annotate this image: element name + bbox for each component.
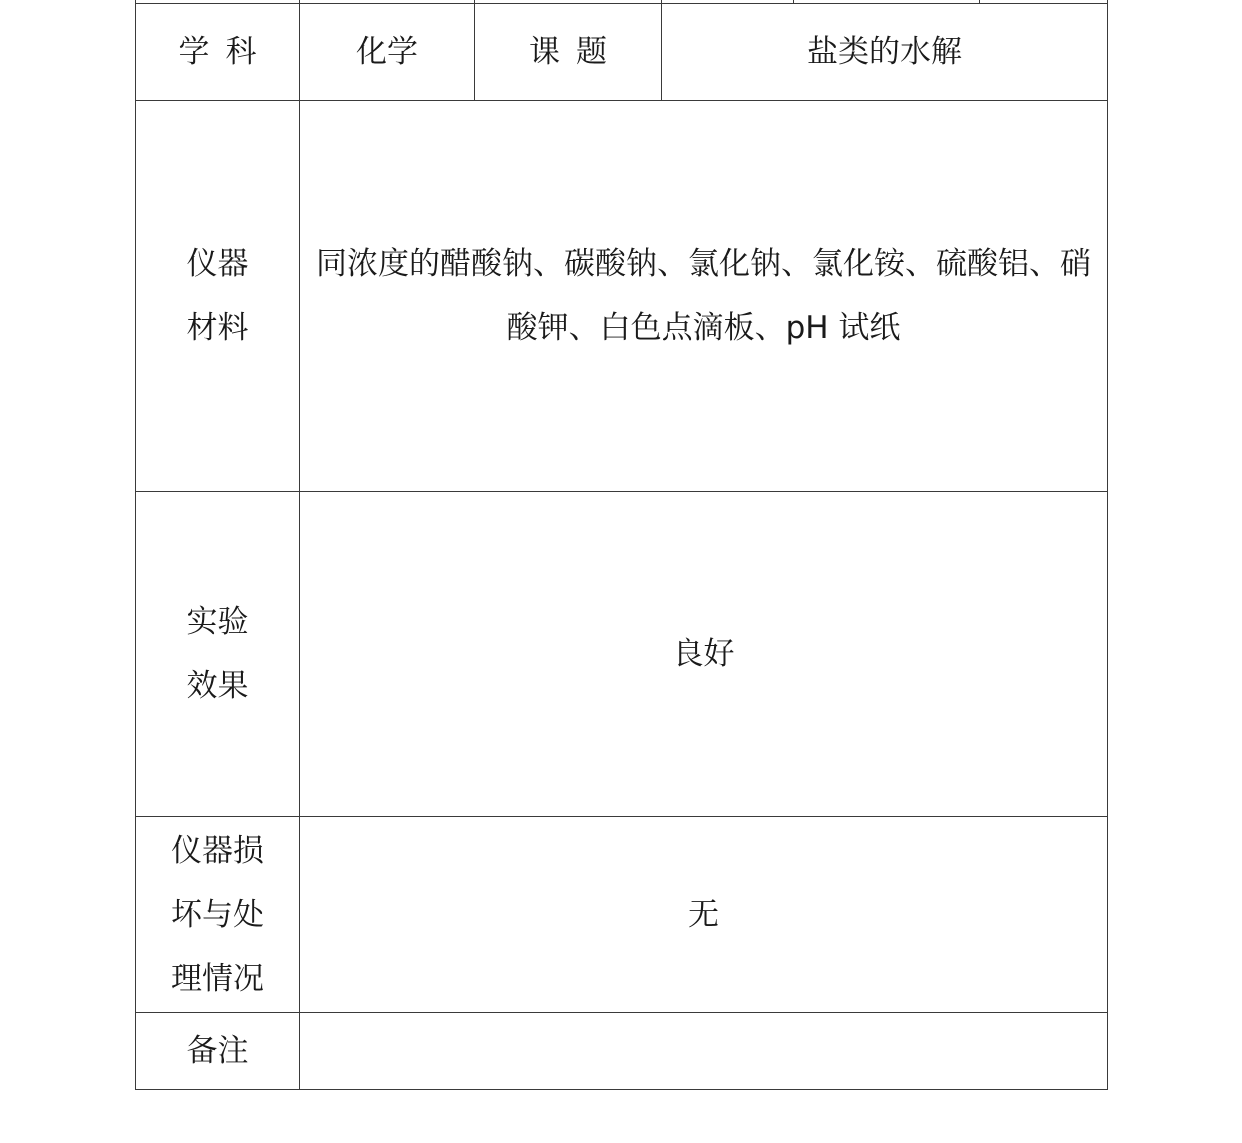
subject-label: 学科 bbox=[178, 34, 273, 70]
subject-topic-row bbox=[136, 4, 1108, 101]
damage-label-cell bbox=[136, 817, 300, 1013]
result-row bbox=[136, 492, 1108, 817]
topic-value-cell bbox=[662, 4, 1108, 101]
subject-value-cell bbox=[300, 4, 475, 101]
subject-label-cell bbox=[136, 4, 300, 101]
result-value: 良好 bbox=[672, 636, 735, 672]
note-label: 备注 bbox=[186, 1033, 249, 1069]
materials-value: 同浓度的醋酸钠、碳酸钠、氯化钠、氯化铵、硫酸铝、硝酸钾、白色点滴板、pH 试纸 bbox=[316, 246, 1091, 346]
materials-label-cell bbox=[136, 101, 300, 492]
damage-label: 仪器损 坏与处 理情况 bbox=[171, 832, 264, 997]
materials-row bbox=[136, 101, 1108, 492]
result-label-cell bbox=[136, 492, 300, 817]
damage-value-cell bbox=[300, 817, 1108, 1013]
damage-row bbox=[136, 817, 1108, 1013]
note-row bbox=[136, 1013, 1108, 1090]
topic-label-cell bbox=[475, 4, 662, 101]
experiment-record-table bbox=[135, 0, 1108, 1090]
materials-value-cell bbox=[300, 101, 1108, 492]
damage-value: 无 bbox=[688, 896, 719, 933]
note-label-cell bbox=[136, 1013, 300, 1090]
materials-label: 仪器 材料 bbox=[186, 246, 249, 346]
subject-value: 化学 bbox=[356, 34, 418, 70]
result-value-cell bbox=[300, 492, 1108, 817]
result-label: 实验 效果 bbox=[186, 604, 249, 704]
topic-label: 课题 bbox=[529, 34, 623, 70]
topic-value: 盐类的水解 bbox=[807, 34, 962, 70]
note-value-cell bbox=[300, 1013, 1108, 1090]
